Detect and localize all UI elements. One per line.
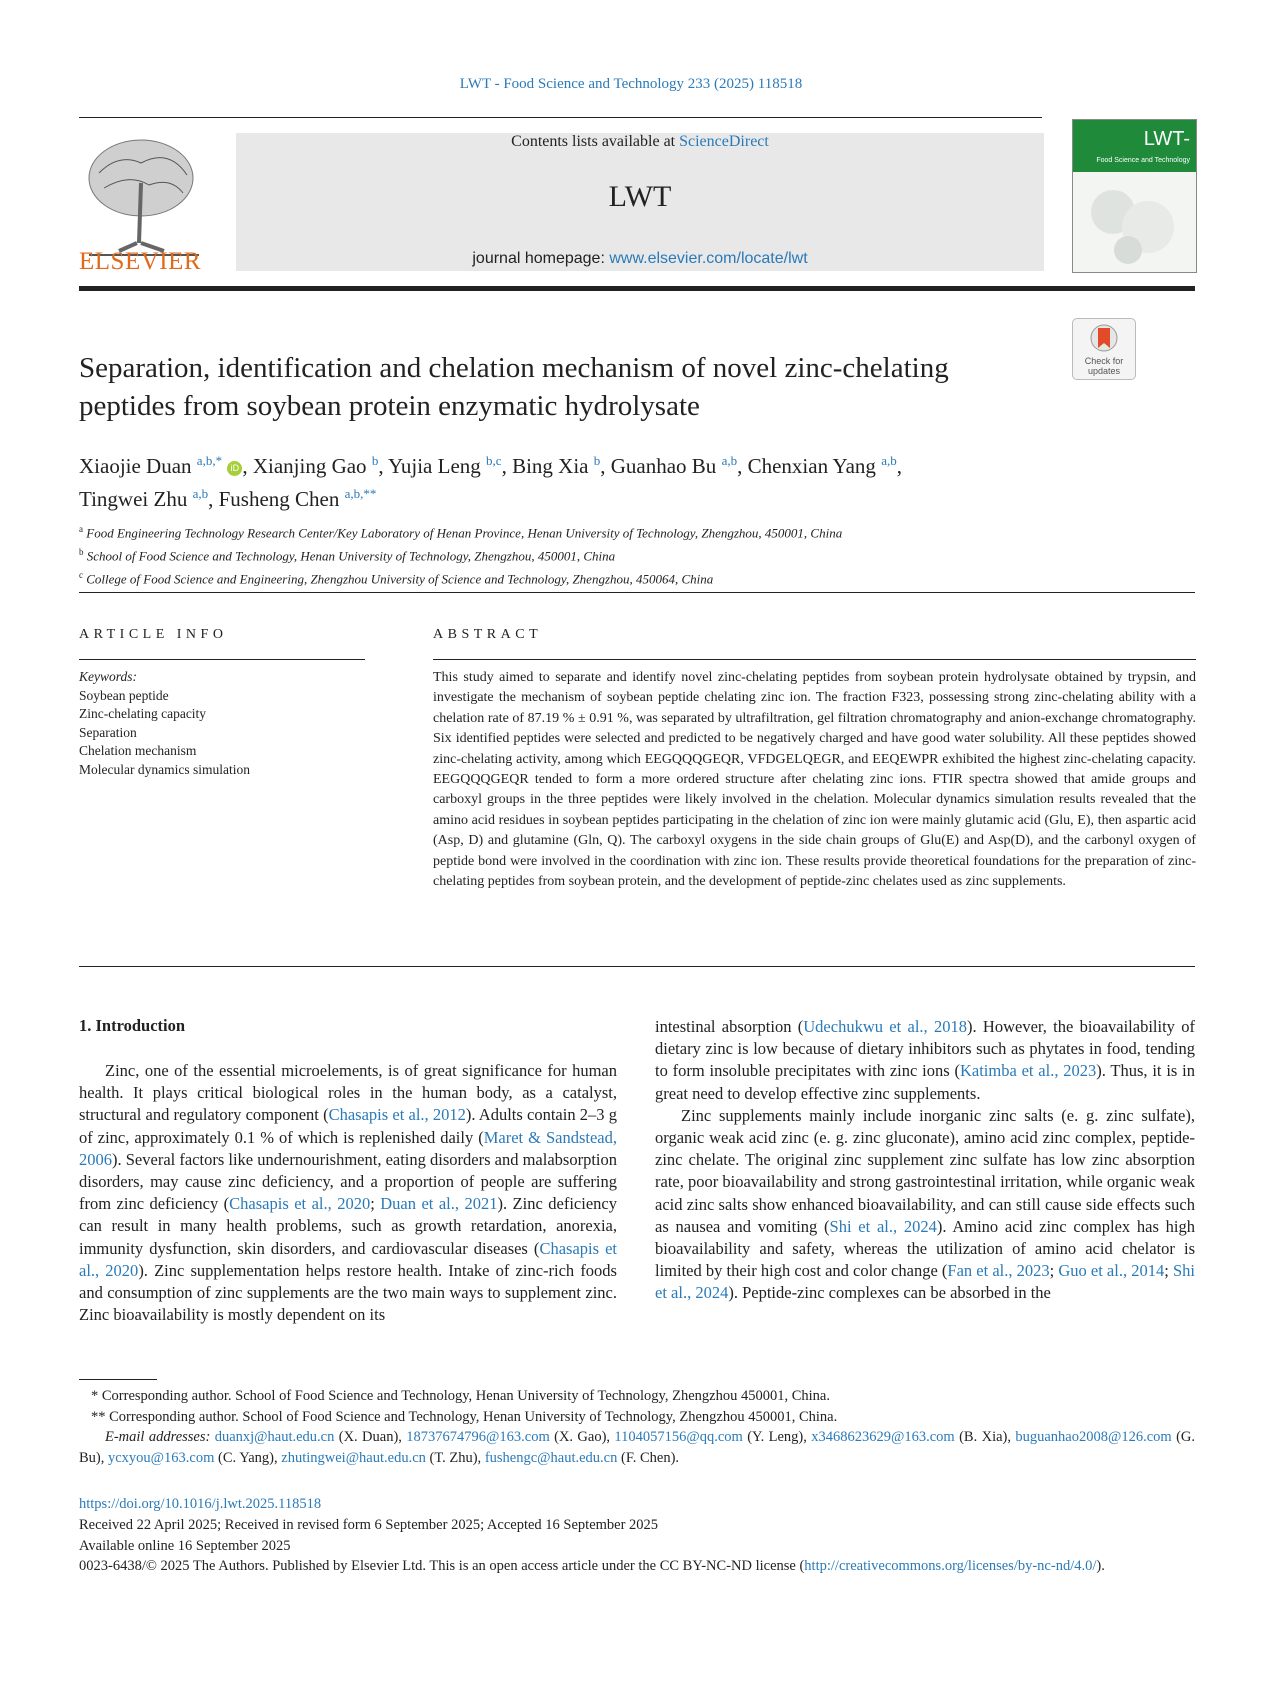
affiliation-item: $^b$ School of Food Science and Technology, Henan University of Technology, Zhengzhou, 450001, China [79, 546, 616, 564]
cover-subtitle: Food Science and Technology [1096, 157, 1190, 164]
email-link[interactable]: duanxj@haut.edu.cn [214, 1429, 335, 1445]
article-info-heading: ARTICLE INFO [79, 627, 228, 642]
keywords-block [79, 668, 250, 779]
journal-banner [236, 133, 1044, 271]
cover-title: LWT- [1143, 128, 1190, 150]
citation-link[interactable]: Chasapis et al., 2012 [328, 1105, 466, 1125]
keyword: Separation [79, 724, 137, 740]
author[interactable]: Chenxian Yang $^{a,b}$ [747, 453, 897, 478]
journal-reference[interactable]: LWT - Food Science and Technology 233 (2025) 118518 [459, 76, 803, 92]
citation-link[interactable]: Maret & Sandstead, 2006 [79, 1127, 617, 1169]
citation-link[interactable]: Shi et al., 2024 [829, 1216, 937, 1236]
footnote-rule [79, 1379, 157, 1380]
email-link[interactable]: ycxyou@163.com [108, 1449, 215, 1466]
article-info-rule [79, 659, 365, 660]
cover-graphic-icon [1073, 172, 1196, 272]
journal-name: LWT [608, 180, 672, 213]
citation-link[interactable]: Duan et al., 2021 [380, 1194, 498, 1214]
doi-link[interactable]: https://doi.org/10.1016/j.lwt.2025.118518 [79, 1496, 322, 1512]
affiliations-rule [79, 592, 1195, 593]
email-link[interactable]: 1104057156@qq.com [614, 1429, 743, 1445]
homepage-line: journal homepage: www.elsevier.com/locate/lwt [472, 250, 808, 267]
abstract-heading: ABSTRACT [433, 627, 543, 642]
abstract-rule [433, 659, 1196, 660]
header-top-rule [79, 117, 1042, 118]
citation-link[interactable]: Chasapis et al., 2020 [79, 1238, 617, 1280]
elsevier-logo [79, 133, 209, 273]
citation-link[interactable]: Fan et al., 2023 [947, 1261, 1050, 1281]
homepage-link[interactable]: www.elsevier.com/locate/lwt [609, 250, 808, 267]
abstract-text: This study aimed to separate and identify novel zinc-chelating peptides from soybean protein hydrolysate obtained by trypsin, and investigate the mechanism of soybean peptide chelating zinc ion. The fraction F323, possessing strong zinc-chelating ability with a chelation rate of 87.19 % ± 0.91 %, was separated by ultrafiltration, gel filtration chromatography and anion-exchange chromatography. Six identified peptides were selected and predicted to be negatively charged and have good water solubility. All these peptides showed zinc-chelating activity, among which EEGQQQGEQR, VFDGELQEGR, and EEQEWPR exhibited the highest zinc-chelating capacity. EEGQQQGEQR tended to form a more ordered structure after chelating zinc ions. FTIR spectra showed that amide groups and carboxyl groups in the three peptides were likely involved in the chelation. Molecular dynamics simulation results revealed that the amino acid residues in soybean peptides participating in the chelation of zinc ion were mainly glutamic acid (Glu, E), then aspartic acid (Asp, D) and glutamine (Gln, Q). The carboxyl oxygens in the side chain groups of Glu(E) and Asp(D), and the carbonyl oxygen of peptide bond were involved in the coordination with zinc ion. These results provide theoretical foundations for the preparation of zinc-chelating peptides from soybean protein, and the development of peptide-zinc chelates used as zinc supplements. [433, 670, 1196, 890]
affiliation-item: $^c$ College of Food Science and Engineering, Zhengzhou University of Science and Technology, Zhengzhou, 450064, China [79, 569, 714, 586]
available-online: Available online 16 September 2025 [79, 1537, 291, 1554]
email-link[interactable]: zhutingwei@haut.edu.cn [281, 1449, 426, 1466]
keyword: Soybean peptide [79, 687, 169, 703]
received-dates: Received 22 April 2025; Received in revised form 6 September 2025; Accepted 16 September 2025 [79, 1516, 659, 1533]
author[interactable]: Tingwei Zhu $^{a,b}$ [79, 486, 209, 511]
author[interactable]: Guanhao Bu $^{a,b}$ [610, 453, 738, 478]
publisher-logo-text: ELSEVIER [79, 248, 202, 273]
author[interactable]: Fusheng Chen $^{a,b,**}$ [218, 486, 377, 511]
author[interactable]: Xiaojie Duan $^{a,b,*}$ [79, 453, 223, 478]
author[interactable]: Xianjing Gao $^b$ [252, 453, 379, 478]
license-statement: 0023-6438/© 2025 The Authors. Published by Elsevier Ltd. This is an open access article under the CC BY-NC-ND license (http://creativecommons.org/licenses/by-nc-nd/4.0/). [79, 1558, 1105, 1575]
intro-paragraph: intestinal absorption (Udechukwu et al., 2018). However, the bioavailability of dietary zinc is low because of dietary inhibitors such as phytates in food, tending to form insoluble precipitates with zinc ions (Katimba et al., 2023). Thus, it is in great need to develop effective zinc supplements. [655, 1017, 1195, 1103]
citation-link[interactable]: Shi et al., 2024 [655, 1261, 1195, 1303]
sciencedirect-link[interactable]: ScienceDirect [679, 133, 769, 150]
elsevier-tree-icon [79, 133, 209, 273]
intro-paragraph: Zinc supplements mainly include inorganic zinc salts (e. g. zinc sulfate), organic weak acid zinc (e. g. zinc gluconate), amino acid zinc complex, peptide-zinc chelate. The original zinc supplement zinc sulfate has low zinc absorption rate, poor bioavailability and strong gastrointestinal irritation, while organic weak acid zinc salts show enhanced bioavailability, and can still cause side effects such as nausea and vomiting (Shi et al., 2024). Amino acid zinc complex has high bioavailability and safety, whereas the utilization of amino acid chelator is limited by their high cost and color change (Fan et al., 2023; Guo et al., 2014; Shi et al., 2024). Peptide-zinc complexes can be absorbed in the [655, 1105, 1196, 1303]
email-addresses: E-mail addresses: duanxj@haut.edu.cn (X. Duan), 18737674796@163.com (X. Gao), 1104057156@qq.com (Y. Leng), x3468623629@163.com (B. Xia), buguanhao2008@126.com (G. Bu), ycxyou@163.com (C. Yang), zhutingwei@haut.edu.cn (T. Zhu), fushengc@haut.edu.cn (F. Chen). [79, 1429, 1196, 1466]
orcid-icon[interactable]: iD [227, 461, 242, 476]
affiliation-item: $^a$ Food Engineering Technology Research Center/Key Laboratory of Henan Province, Henan University of Technology, Zhengzhou, 450001, China [79, 524, 843, 541]
author[interactable]: Bing Xia $^b$ [512, 453, 601, 478]
citation-link[interactable]: Katimba et al., 2023 [959, 1061, 1097, 1081]
article-title: Separation, identification and chelation mechanism of novel zinc-chelating peptides from soybean protein enzymatic hydrolysate [79, 352, 949, 422]
corresponding-author-1: * Corresponding author. School of Food Science and Technology, Henan University of Technology, Zhengzhou 450001, China. [91, 1388, 830, 1404]
corresponding-author-2: ** Corresponding author. School of Food Science and Technology, Henan University of Technology, Zhengzhou 450001, China. [91, 1408, 838, 1425]
email-link[interactable]: x3468623629@163.com [811, 1429, 955, 1445]
check-for-updates-badge[interactable] [1072, 318, 1136, 380]
check-for-updates-label: Check for updates [1084, 356, 1124, 376]
email-link[interactable]: buguanhao2008@126.com [1015, 1429, 1172, 1445]
abstract-bottom-rule [79, 966, 1195, 967]
section-heading: 1. Introduction [79, 1016, 186, 1035]
email-link[interactable]: 18737674796@163.com [406, 1429, 550, 1445]
citation-link[interactable]: Udechukwu et al., 2018 [803, 1017, 967, 1036]
publication-info [79, 1494, 1195, 1577]
intro-left-column [79, 1060, 617, 1326]
citation-link[interactable]: Chasapis et al., 2020 [229, 1194, 371, 1214]
keywords-label: Keywords: [79, 669, 137, 684]
email-link[interactable]: fushengc@haut.edu.cn [484, 1449, 618, 1466]
license-link[interactable]: http://creativecommons.org/licenses/by-nc-nd/4.0/ [804, 1558, 1097, 1575]
bookmark-icon [1073, 321, 1135, 357]
footnotes [79, 1386, 1195, 1468]
author-list: Xiaojie Duan $^{a,b,*}$ iD , Xianjing Gao $^b$, Yujia Leng $^{b,c}$, Bing Xia $^b$, Guanhao Bu $^{a,b}$, Chenxian Yang $^{a,b}$, Tingwei Zhu $^{a,b}$, Fusheng Chen $^{a,b,**}$ [79, 453, 902, 511]
keyword: Chelation mechanism [79, 743, 197, 758]
keyword: Zinc-chelating capacity [79, 706, 207, 721]
journal-cover[interactable] [1072, 119, 1197, 273]
header-thick-rule [79, 286, 1195, 291]
keyword: Molecular dynamics simulation [79, 761, 250, 777]
affiliations [79, 520, 1199, 588]
citation-link[interactable]: Guo et al., 2014 [1058, 1261, 1165, 1281]
author[interactable]: Yujia Leng $^{b,c}$ [388, 453, 502, 478]
intro-paragraph: Zinc, one of the essential microelements, is of great significance for human health. It plays critical biological roles in the human body, as a catalyst, structural and regulatory component (Chasapis et al., 2012). Adults contain 2–3 g of zinc, approximately 0.1 % of which is replenished daily (Maret & Sandstead, 2006). Several factors like undernourishment, eating disorders and malabsorption disorders, may cause zinc deficiency, and a proportion of people are suffering from zinc deficiency (Chasapis et al., 2020; Duan et al., 2021). Zinc deficiency can result in many health problems, such as growth retardation, anorexia, immunity dysfunction, skin disorders, and cardiovascular diseases (Chasapis et al., 2020). Zinc supplementation helps restore health. Intake of zinc-rich foods and consumption of zinc supplements are the two main ways to supplement zinc. Zinc bioavailability is mostly dependent on its [79, 1061, 617, 1325]
contents-line: Contents lists available at ScienceDirect [511, 133, 769, 150]
intro-right-column [655, 1016, 1195, 1305]
